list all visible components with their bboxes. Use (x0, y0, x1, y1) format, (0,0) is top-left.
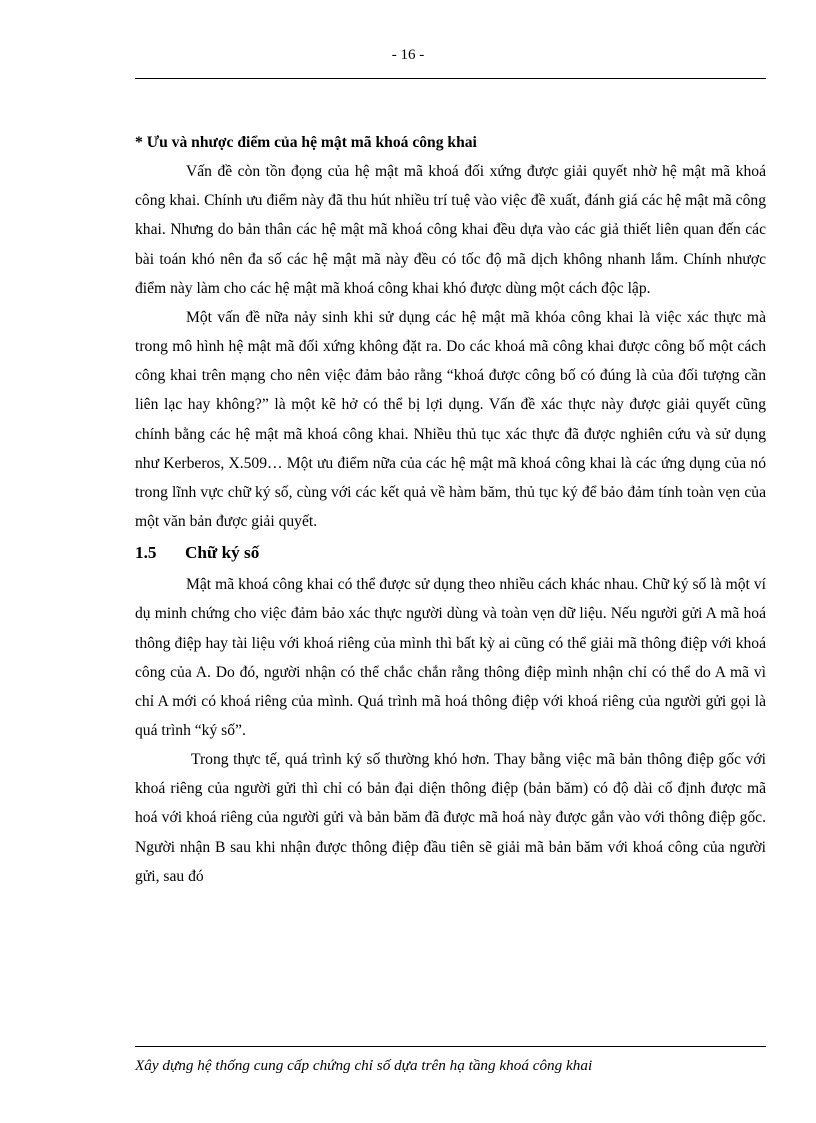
body-paragraph: Vấn đề còn tồn đọng của hệ mật mã khoá đối xứng được giải quyết nhờ hệ mật mã khoá công khai. Chính ưu điểm này đã thu hút nhiều trí tuệ vào việc đề xuất, đánh giá các hệ mật mã công khai. Nhưng do bản thân các hệ mật mã khoá công khai đều dựa vào các giả thiết liên quan đến các bài toán khó nên đa số các hệ mật mã này đều có tốc độ mã dịch không nhanh lắm. Chính nhược điểm này làm cho các hệ mật mã khoá công khai khó được dùng một cách độc lập. (135, 163, 766, 297)
body-paragraph: Một vấn đề nữa nảy sinh khi sử dụng các hệ mật mã khóa công khai là việc xác thực mà trong mô hình hệ mật mã đối xứng không đặt ra. Do các khoá mã công khai được công bố một cách công khai trên mạng cho nên việc đảm bảo rằng “khoá được công bố có đúng là của đối tượng cần liên lạc hay không?” là một kẽ hở có thể bị lợi dụng. Vấn đề xác thực này được giải quyết cũng chính bằng các hệ mật mã khoá công khai. Nhiều thủ tục xác thực đã được nghiên cứu và sử dụng như Kerberos, X.509… Một ưu điểm nữa của các hệ mật mã khoá công khai là các ứng dụng của nó trong lĩnh vực chữ ký số, cùng với các kết quả về hàm băm, thủ tục ký để bảo đảm tính toàn vẹn của một văn bản được giải quyết. (135, 308, 766, 531)
section-number: 1.5 (135, 543, 157, 563)
section-heading (135, 538, 766, 567)
body-paragraph: Mật mã khoá công khai có thể được sử dụng theo nhiều cách khác nhau. Chữ ký số là một ví dụ minh chứng cho việc đảm bảo xác thực người dùng và toàn vẹn dữ liệu. Nếu người gửi A mã hoá thông điệp hay tài liệu với khoá riêng của mình thì bất kỳ ai cũng có thể giải mã thông điệp với khoá công của A. Do đó, người nhận có thể chắc chắn rằng thông điệp mình nhận chỉ có thể do A mã vì chỉ A mới có khoá riêng của mình. Quá trình mã hoá thông điệp với khoá riêng của người gửi gọi là quá trình “ký số”. (135, 576, 766, 739)
section-title: Chữ ký số (185, 543, 260, 563)
footer-rule (135, 1046, 766, 1047)
footer-text: Xây dựng hệ thống cung cấp chứng chỉ số dựa trên hạ tầng khoá công khai (135, 1057, 593, 1074)
page-number: - 16 - (391, 47, 425, 63)
page-body (135, 128, 766, 891)
body-paragraph: Trong thực tế, quá trình ký số thường khó hơn. Thay bằng việc mã bản thông điệp gốc với khoá riêng của người gửi thì chỉ có bản đại diện thông điệp (bản băm) có độ dài cố định được mã hoá với khoá riêng của người gửi và bản băm đã được mã hoá này được gắn vào với thông điệp gốc. Người nhận B sau khi nhận được thông điệp đầu tiên sẽ giải mã bản băm với khoá công của người gửi, sau đó (135, 751, 766, 885)
header-rule (135, 78, 766, 79)
subsection-heading: * Ưu và nhược điểm của hệ mật mã khoá công khai (135, 134, 477, 151)
